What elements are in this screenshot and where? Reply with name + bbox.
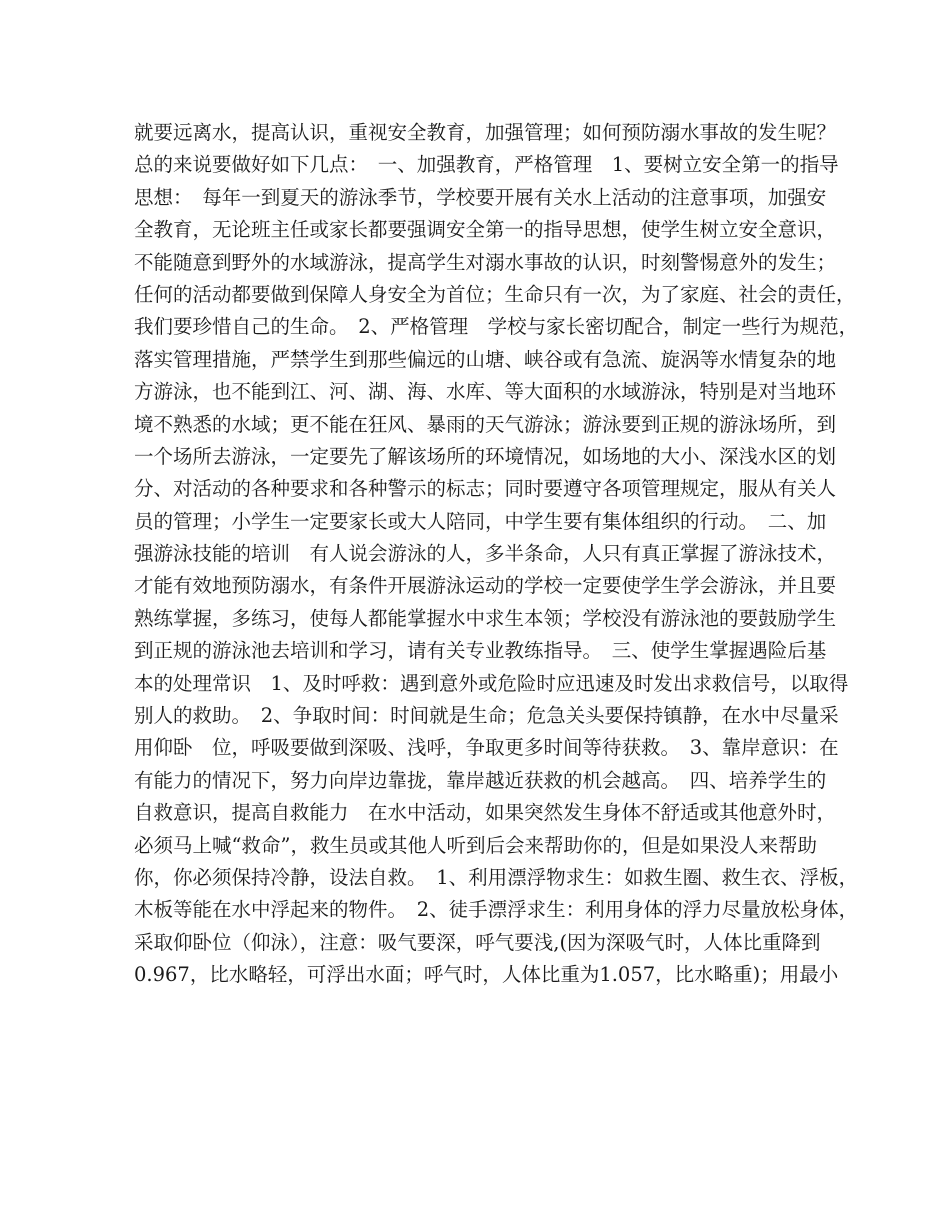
text-line: 强游泳技能的培训 有人说会游泳的人，多半条命，人只有真正掌握了游泳技术， [134, 542, 837, 566]
text-line: 必须马上喊“救命”，救生员或其他人听到后会来帮助你的，但是如果没人来帮助 [134, 833, 817, 857]
text-line: 别人的救助。 2、争取时间：时间就是生命；危急关头要保持镇静，在水中尽量采 [134, 704, 839, 728]
text-line: 任何的活动都要做到保障人身安全为首位；生命只有一次，为了家庭、社会的责任， [134, 282, 856, 306]
text-line: 采取仰卧位（仰泳），注意：吸气要深，呼气要浅,(因为深吸气时，人体比重降到 [134, 930, 821, 954]
text-line: 一个场所去游泳，一定要先了解该场所的环境情况，如场地的大小、深浅水区的划 [134, 444, 837, 468]
text-line: 熟练掌握，多练习，使每人都能掌握水中求生本领；学校没有游泳池的要鼓励学生 [134, 606, 837, 630]
text-line: 员的管理；小学生一定要家长或大人陪同，中学生要有集体组织的行动。 二、加 [134, 509, 827, 533]
text-line: 有能力的情况下，努力向岸边靠拢，靠岸越近获救的机会越高。 四、培养学生的 [134, 768, 827, 792]
text-line: 你，你必须保持冷静，设法自救。 1、利用漂浮物求生：如救生圈、救生衣、浮板， [134, 865, 859, 889]
text-line: 木板等能在水中浮起来的物件。 2、徒手漂浮求生：利用身体的浮力尽量放松身体， [134, 898, 859, 922]
text-line: 全教育，无论班主任或家长都要强调安全第一的指导思想，使学生树立安全意识， [134, 218, 837, 242]
text-line: 我们要珍惜自己的生命。 2、严格管理 学校与家长密切配合，制定一些行为规范， [134, 315, 859, 339]
text-line: 才能有效地预防溺水，有条件开展游泳运动的学校一定要使学生学会游泳，并且要 [134, 574, 837, 598]
text-line: 方游泳，也不能到江、河、湖、海、水库、等大面积的水域游泳，特别是对当地环 [134, 380, 837, 404]
text-line: 0.967，比水略轻，可浮出水面；呼气时，人体比重为1.057，比水略重)；用最小 [134, 963, 839, 987]
text-line: 分、对活动的各种要求和各种警示的标志；同时要遵守各项管理规定，服从有关人 [134, 477, 837, 501]
text-line: 落实管理措施，严禁学生到那些偏远的山塘、峡谷或有急流、旋涡等水情复杂的地 [134, 347, 837, 371]
text-line: 本的处理常识 1、及时呼救：遇到意外或危险时应迅速及时发出求救信号，以取得 [134, 671, 849, 695]
text-line: 用仰卧 位，呼吸要做到深吸、浅呼，争取更多时间等待获救。 3、靠岸意识：在 [134, 736, 839, 760]
text-line: 思想： 每年一到夏天的游泳季节，学校要开展有关水上活动的注意事项，加强安 [134, 185, 827, 209]
text-line: 总的来说要做好如下几点： 一、加强教育，严格管理 1、要树立安全第一的指导 [134, 153, 839, 177]
text-line: 境不熟悉的水域；更不能在狂风、暴雨的天气游泳；游泳要到正规的游泳场所，到 [134, 412, 837, 436]
body-paragraph [134, 117, 859, 992]
text-line: 就要远离水，提高认识，重视安全教育，加强管理；如何预防溺水事故的发生呢？ [134, 121, 837, 144]
text-line: 不能随意到野外的水域游泳，提高学生对溺水事故的认识，时刻警惕意外的发生； [134, 250, 837, 274]
text-line: 自救意识，提高自救能力 在水中活动，如果突然发生身体不舒适或其他意外时， [134, 801, 837, 825]
text-line: 到正规的游泳池去培训和学习，请有关专业教练指导。 三、使学生掌握遇险后基 [134, 639, 827, 663]
